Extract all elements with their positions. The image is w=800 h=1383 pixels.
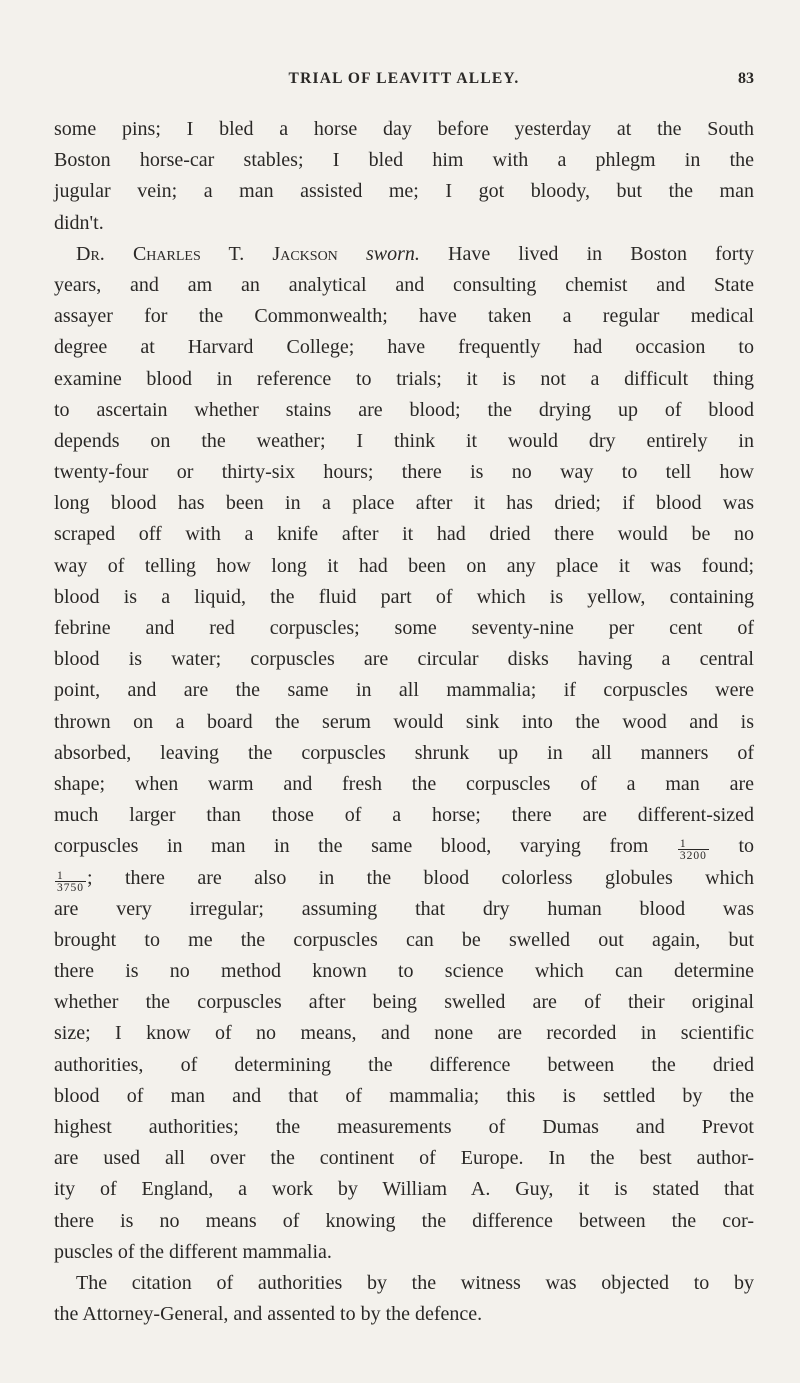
text-line: there is no method known to science which can determine [54, 960, 754, 983]
fraction [677, 839, 710, 861]
text-line: much larger than those of a horse; there are different-sized [54, 804, 754, 827]
page-header [54, 70, 754, 94]
text-line: absorbed, leaving the corpuscles shrunk up in all manners of [54, 741, 754, 764]
text-line: the Attorney-General, and assented to by the defence. [54, 1303, 483, 1326]
text-line: long blood has been in a place after it has dried; if blood was [54, 492, 754, 515]
fraction-numerator: 1 [678, 839, 709, 850]
text-line: whether the corpuscles after being swelled are of their original [54, 991, 754, 1014]
text-line: are very irregular; assuming that dry human blood was [54, 897, 754, 920]
text-line: febrine and red corpuscles; some seventy-nine per cent of [54, 617, 754, 639]
running-head: TRIAL OF LEAVITT ALLEY. [288, 70, 520, 87]
testimony-intro-line [54, 239, 754, 270]
text-fragment: Have lived in Boston forty [448, 242, 755, 265]
page-number: 83 [738, 70, 754, 87]
text-line: way of telling how long it had been on any place it was found; [54, 554, 754, 577]
text-line: brought to me the corpuscles can be swelled out again, but [54, 928, 754, 951]
text-line: some pins; I bled a horse day before yesterday at the South [54, 118, 754, 140]
text-fragment: ; there are also in the blood colorless globules which [87, 866, 754, 889]
text-line: ity of England, a work by William A. Guy, it is stated that [54, 1178, 754, 1201]
sworn-label: sworn. [365, 242, 420, 265]
text-line: blood of man and that of mammalia; this is settled by the [54, 1084, 754, 1107]
text-line: there is no means of knowing the difference between the cor- [54, 1209, 754, 1232]
text-line: point, and are the same in all mammalia; if corpuscles were [54, 679, 754, 702]
text-line: depends on the weather; I think it would dry entirely in [54, 429, 754, 452]
text-line: thrown on a board the serum would sink into the wood and is [54, 710, 754, 733]
page-body [54, 114, 754, 1330]
text-line: years, and am an analytical and consulting chemist and State [54, 273, 754, 296]
fraction [54, 871, 87, 893]
text-line [54, 863, 754, 894]
text-line: to ascertain whether stains are blood; the drying up of blood [54, 398, 754, 421]
text-line: The citation of authorities by the witness was objected to by [76, 1271, 754, 1294]
text-line: Boston horse-car stables; I bled him with a phlegm in the [54, 149, 754, 172]
text-line: twenty-four or thirty-six hours; there is no way to tell how [54, 461, 754, 484]
fraction-numerator: 1 [55, 871, 86, 882]
text-line: degree at Harvard College; have frequently had occasion to [54, 336, 754, 359]
text-line: didn't. [54, 211, 104, 234]
text-line: highest authorities; the measurements of Dumas and Prevot [54, 1116, 754, 1138]
text-line: authorities, of determining the difference between the dried [54, 1053, 754, 1076]
text-line: assayer for the Commonwealth; have taken a regular medical [54, 305, 754, 328]
text-fragment: corpuscles in man in the same blood, varying from [54, 835, 649, 858]
witness-name: Dr. Charles T. Jackson [76, 242, 338, 265]
text-line: scraped off with a knife after it had dried there would be no [54, 523, 754, 546]
fraction-denominator: 3750 [57, 881, 84, 894]
text-line: examine blood in reference to trials; it is not a difficult thing [54, 367, 754, 390]
text-fragment: to [738, 835, 755, 858]
text-line: are used all over the continent of Europe. In the best author- [54, 1147, 754, 1170]
text-line: size; I know of no means, and none are recorded in scientific [54, 1022, 754, 1045]
text-line: blood is water; corpuscles are circular disks having a central [54, 648, 754, 671]
text-line: jugular vein; a man assisted me; I got bloody, but the man [54, 180, 754, 203]
text-line: blood is a liquid, the fluid part of which is yellow, containing [54, 585, 754, 608]
text-line: puscles of the different mammalia. [54, 1240, 332, 1263]
text-line: shape; when warm and fresh the corpuscles of a man are [54, 772, 754, 795]
text-line [54, 831, 754, 862]
fraction-denominator: 3200 [679, 850, 707, 863]
